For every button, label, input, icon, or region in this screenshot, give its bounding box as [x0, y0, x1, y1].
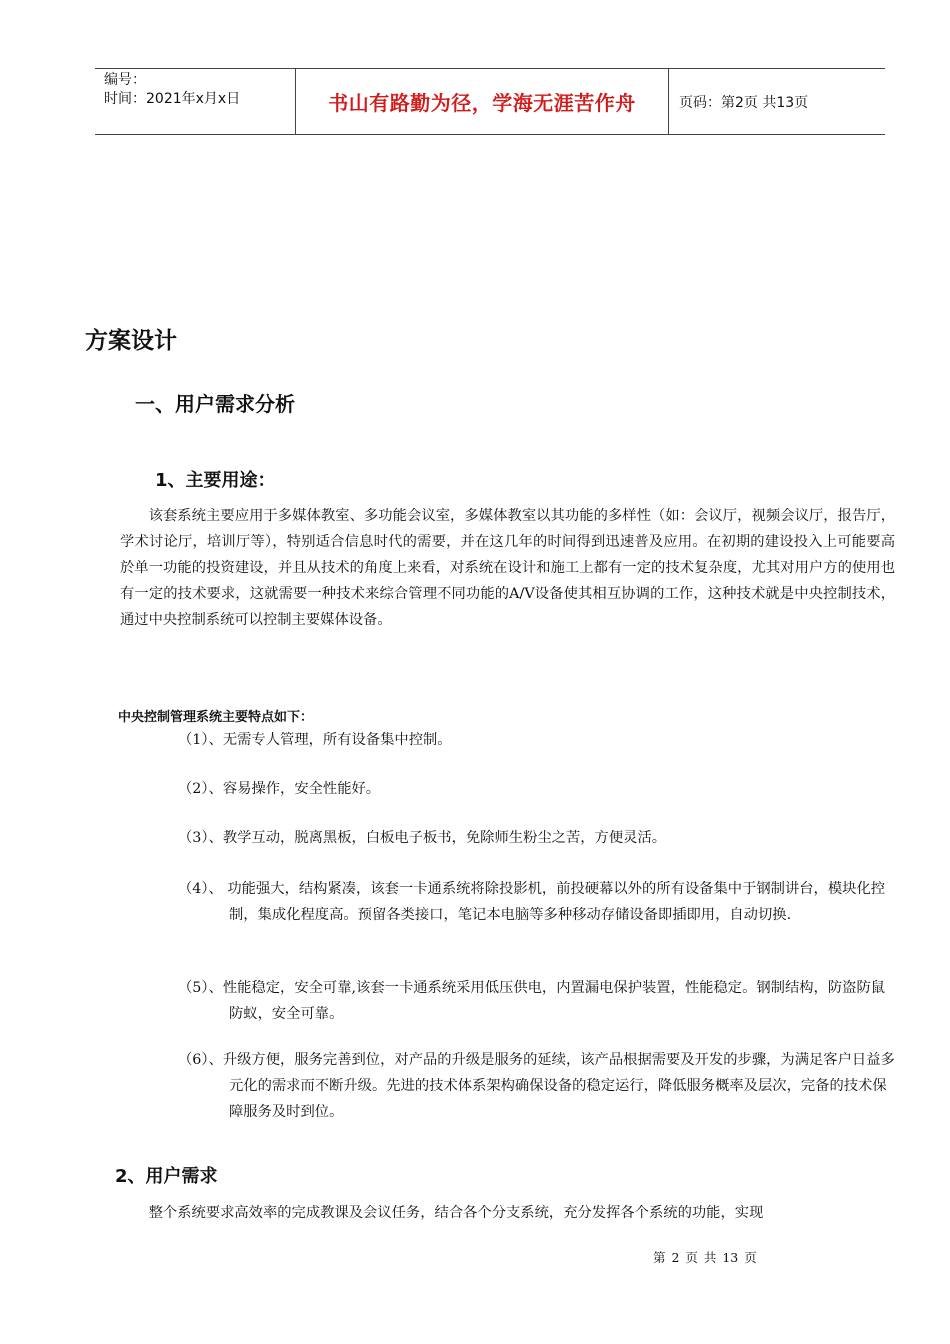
feature-item-1: （1）、无需专人管理，所有设备集中控制。: [178, 732, 452, 748]
header-page-label: 页码：第2页 共13页: [679, 94, 809, 111]
feature-item-2: （2）、容易操作，安全性能好。: [178, 781, 381, 797]
feature-item-5: （5）、性能稳定，安全可靠,该套一卡通系统采用低压供电，内置漏电保护装置，性能稳定。钢制结构，防盗防鼠防蚁，安全可靠。: [178, 980, 886, 1022]
features-heading: 中央控制管理系统主要特点如下：: [118, 710, 314, 725]
doc-number-label: 编号：: [104, 72, 146, 88]
time-label: 时间：2021年x月x日: [104, 91, 241, 107]
feature-item-3: （3）、教学互动，脱离黑板，白板电子板书，免除师生粉尘之苦，方便灵活。: [178, 830, 667, 846]
header-meta: [95, 69, 296, 134]
subsection-heading-2: 2、用户需求: [115, 1166, 218, 1187]
feature-item-4: （4）、 功能强大，结构紧凑，该套一卡通系统将除投影机，前投硬幕以外的所有设备集中于钢制讲台，模块化控制，集成化程度高。预留各类接口，笔记本电脑等多种移动存储设备即插即用，自动切换.: [178, 881, 886, 923]
paragraph-user-needs: 整个系统要求高效率的完成教课及会议任务，结合各个分支系统，充分发挥各个系统的功能，实现: [148, 1205, 764, 1221]
section-heading-1: 一、用户需求分析: [135, 392, 295, 416]
paragraph-main-uses: 该套系统主要应用于多媒体教室、多功能会议室，多媒体教室以其功能的多样性（如：会议厅，视频会议厅，报告厅，学术讨论厅，培训厅等），特别适合信息时代的需要，并在这几年的时间得到迅速普及应用。在初期的建设投入上可能要高於单一功能的投资建设，并且从技术的角度上来看，对系统在设计和施工上都有一定的技术复杂度，尤其对用户方的使用也有一定的技术要求，这就需要一种技术来综合管理不同功能的A/V设备使其相互协调的工作，这种技术就是中央控制技术，通过中央控制系统可以控制主要媒体设备。: [120, 508, 895, 628]
subsection-heading-1: 1、主要用途：: [155, 470, 276, 491]
feature-item-6: （6）、升级方便，服务完善到位，对产品的升级是服务的延续，该产品根据需要及开发的步骤，为满足客户日益多元化的需求而不断升级。先进的技术体系架构确保设备的稳定运行，降低服务概率及层次，完备的技术保障服务及时到位。: [178, 1052, 895, 1120]
document-title: 方案设计: [85, 328, 177, 354]
page-footer: 第 2 页 共 13 页: [653, 1250, 757, 1265]
page-header: [95, 68, 885, 135]
header-motto: 书山有路勤为径，学海无涯苦作舟: [296, 69, 669, 134]
